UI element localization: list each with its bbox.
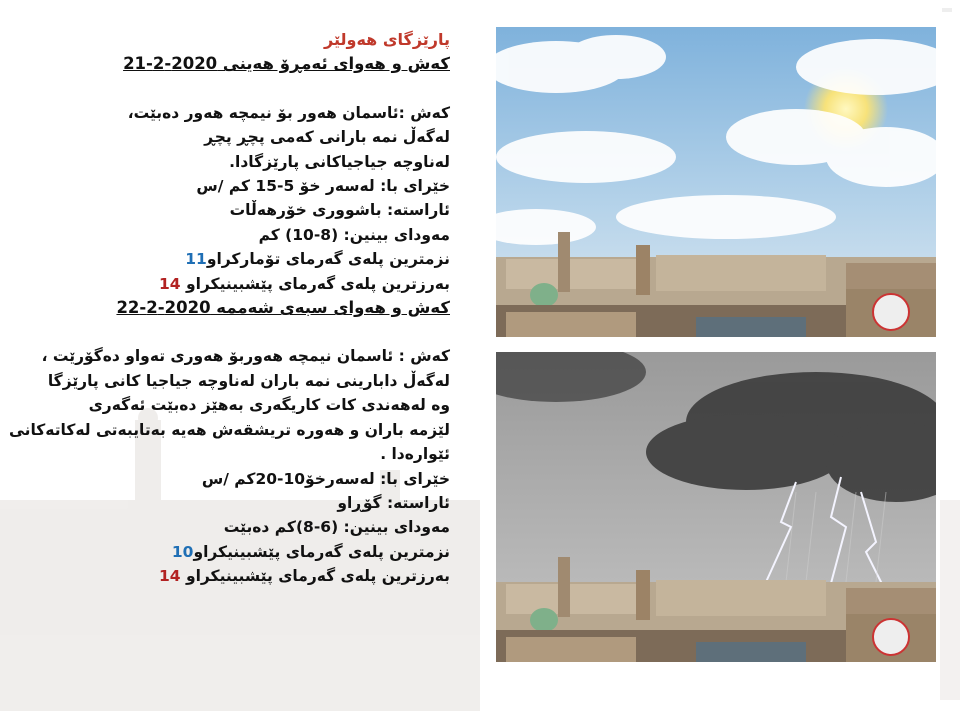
today-visibility: مەودای بینین: (8-10) کم bbox=[258, 225, 450, 244]
today-max-temp-value: 14 bbox=[158, 274, 181, 293]
today-weather-image bbox=[496, 27, 936, 337]
today-min-temp bbox=[12, 247, 450, 271]
tomorrow-sky-line-4: لێزمە باران و هەورە تریشقەش هەیە بەتایبەتی لەکاتەکانی bbox=[8, 420, 450, 439]
today-heading: کەش و هەوای ئەمڕۆ هەینی 2020-2-21 bbox=[123, 54, 450, 74]
tomorrow-visibility: مەودای بینین: (6-8)کم دەبێت bbox=[223, 518, 450, 537]
page-title: پارێزگای هەولێر bbox=[324, 30, 450, 49]
corner-mark bbox=[942, 8, 952, 12]
tomorrow-max-temp-label: بەرزترین پلەی گەرمای پێشبینیکراو bbox=[185, 567, 450, 586]
tomorrow-sky-line-1: کەش : ئاسمان نیمچە هەوربۆ هەوری تەواو دەگۆرێت ، bbox=[41, 347, 450, 366]
forecast-text bbox=[8, 28, 450, 589]
today-wind-direction: ئاراستە: باشووری خۆرهەڵات bbox=[229, 201, 450, 220]
today-sky-line-1: کەش :ئاسمان هەور بۆ نیمچە هەور دەبێت، bbox=[127, 103, 450, 122]
tomorrow-max-temp-value: 14 bbox=[158, 567, 181, 586]
today-max-temp-label: بەرزترین پلەی گەرمای پێشبینیکراو bbox=[185, 274, 450, 293]
tomorrow-sky-line-5: ئێوارەدا . bbox=[380, 445, 450, 464]
tomorrow-heading: کەش و هەوای سبەی شەممە 2020-2-22 bbox=[116, 298, 450, 318]
tomorrow-min-temp-value: 10 bbox=[171, 542, 194, 561]
tomorrow-sky-line-3: وە لەهەندی کات کاریگەری بەهێز دەبێت ئەگەری bbox=[88, 396, 450, 415]
today-min-temp-label: نزمترین پلەی گەرمای تۆمارکراو bbox=[206, 250, 450, 269]
tomorrow-wind-speed: خێرای با: لەسەرخۆ10-20کم /س bbox=[201, 469, 450, 488]
today-sky-line-2: لەگەڵ نمە بارانی کەمی پچڕ پچڕ bbox=[204, 128, 450, 147]
logo-icon bbox=[873, 619, 909, 655]
tomorrow-sky-line-2: لەگەڵ دابارینی نمە باران لەناوچە جیاجیا کانی پارێزگا bbox=[47, 371, 450, 390]
today-min-temp-value: 11 bbox=[185, 250, 207, 269]
tomorrow-wind-direction: ئاراستە: گۆڕاو bbox=[337, 493, 450, 512]
today-max-temp bbox=[12, 272, 450, 296]
tomorrow-min-temp-label: نزمترین پلەی گەرمای پێشبینیکراو bbox=[193, 542, 450, 561]
today-wind-speed: خێرای با: لەسەر خۆ 5-15 کم /س bbox=[196, 177, 450, 196]
today-sky-line-3: لەناوچە جیاجیاکانی پارێزگادا. bbox=[229, 152, 450, 171]
tomorrow-weather-image bbox=[496, 352, 936, 662]
tomorrow-min-temp bbox=[12, 540, 450, 564]
tomorrow-max-temp bbox=[12, 564, 450, 588]
logo-icon bbox=[873, 294, 909, 330]
